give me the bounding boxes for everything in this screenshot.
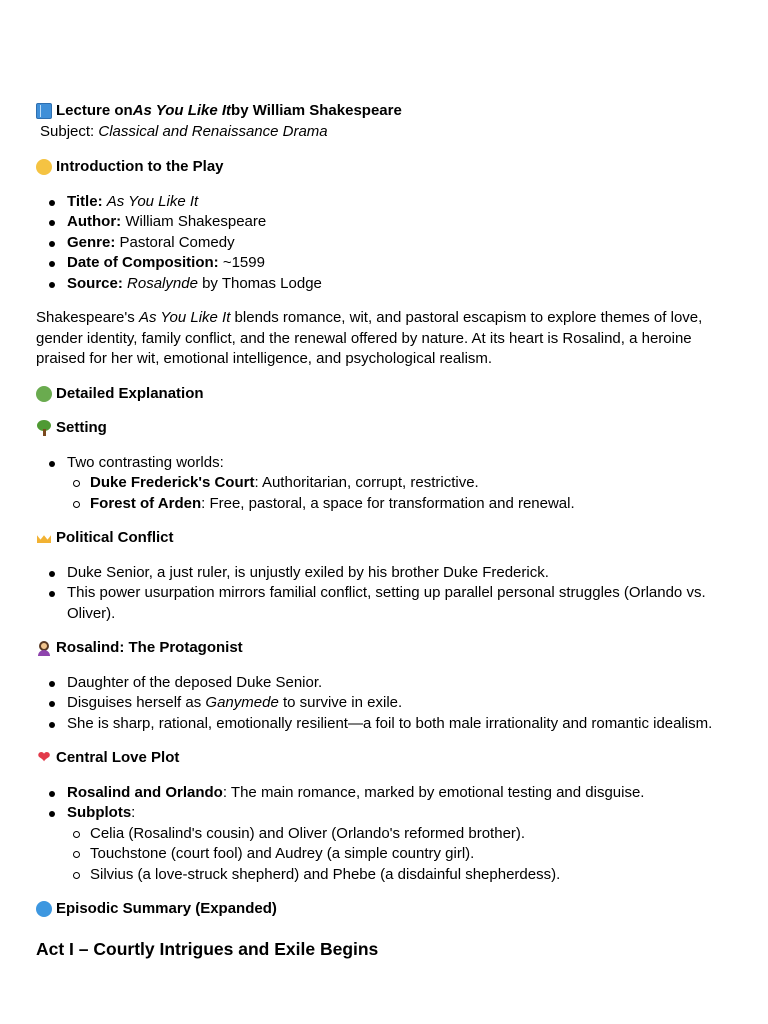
item-colon: :: [131, 804, 136, 821]
para-italic: As You Like It: [138, 309, 231, 326]
item-italic: Ganymede: [205, 694, 279, 711]
heading-text: Detailed Explanation: [56, 384, 204, 402]
item-label: Rosalind and Orlando: [67, 783, 223, 801]
subject-label: Subject:: [40, 122, 99, 140]
intro-paragraph: [36, 308, 728, 370]
title-italic: As You Like It: [132, 102, 232, 119]
heading-text: Episodic Summary (Expanded): [56, 900, 277, 917]
item-value: As You Like It: [106, 192, 199, 210]
list-item: [36, 783, 728, 804]
item-label: Duke Frederick's Court: [90, 474, 255, 491]
item-value-italic: Rosalynde: [127, 274, 198, 292]
heart-with-arrow-icon: ❤: [37, 749, 51, 767]
list-item: [36, 453, 728, 515]
list-item: [36, 192, 728, 213]
list-item: This power usurpation mirrors familial conflict, setting up parallel personal struggles (Orlando vs. Oliver).: [36, 583, 728, 624]
act-heading: Act I – Courtly Intrigues and Exile Begins: [36, 938, 379, 959]
tree-icon: [36, 420, 52, 436]
intro-list: [36, 192, 728, 295]
item-label: Subplots: [67, 804, 132, 821]
item-text: to survive in exile.: [278, 694, 403, 711]
list-item: Daughter of the deposed Duke Senior.: [36, 673, 728, 694]
yellow-circle-icon: [36, 159, 52, 175]
title-suffix: by William Shakespeare: [231, 102, 402, 119]
sub-list: [67, 824, 728, 886]
list-item: [36, 233, 728, 254]
item-text: Two contrasting worlds:: [67, 453, 224, 471]
section-heading-love: [36, 748, 728, 769]
item-label: Title:: [67, 192, 103, 210]
heading-text: Rosalind: The Protagonist: [56, 639, 243, 656]
sub-list-item: Touchstone (court fool) and Audrey (a simple country girl).: [67, 844, 728, 865]
sub-list-item: [67, 473, 728, 494]
list-item: [36, 253, 728, 274]
item-label: Genre:: [67, 233, 116, 251]
document-title: [36, 101, 728, 122]
document-header: [36, 101, 728, 142]
love-list: [36, 783, 728, 886]
section-heading-episodic: [36, 899, 728, 920]
item-value: : Authoritarian, corrupt, restrictive.: [254, 474, 479, 491]
title-prefix: Lecture on: [56, 102, 133, 119]
item-value: : The main romance, marked by emotional testing and disguise.: [222, 783, 645, 801]
setting-list: [36, 453, 728, 515]
list-item: [36, 274, 728, 295]
list-item: [36, 803, 728, 885]
list-item: Duke Senior, a just ruler, is unjustly exiled by his brother Duke Frederick.: [36, 563, 728, 584]
item-label: Source:: [67, 274, 123, 292]
subject-line: [36, 122, 728, 143]
para-text: blends romance, wit, and pastoral escapism to explore themes of love, gender identity, family conflict, and the renewal offered by nature. At its heart is Rosalind, a heroine praised for her wit, emotional intelligence, and psychological realism.: [36, 309, 703, 367]
section-heading-detailed: [36, 384, 728, 405]
para-text: Shakespeare's: [36, 309, 139, 326]
woman-icon: [36, 640, 52, 656]
item-label: Author:: [67, 213, 122, 230]
item-value: Pastoral Comedy: [115, 233, 235, 251]
item-text: Disguises herself as: [67, 694, 206, 711]
section-heading-intro: [36, 157, 728, 178]
subject-value: Classical and Renaissance Drama: [98, 122, 328, 140]
heading-text: Central Love Plot: [56, 749, 180, 766]
green-circle-icon: [36, 386, 52, 402]
political-list: [36, 563, 728, 625]
list-item: [36, 693, 728, 714]
item-label: Date of Composition:: [67, 254, 219, 271]
sub-list-item: Silvius (a love-struck shepherd) and Phebe (a disdainful shepherdess).: [67, 865, 728, 886]
item-value: by Thomas Lodge: [197, 274, 322, 292]
section-heading-setting: [36, 418, 728, 439]
heading-text: Setting: [56, 419, 107, 436]
section-heading-political: [36, 528, 728, 549]
item-value: : Free, pastoral, a space for transformation and renewal.: [201, 494, 575, 512]
heading-text: Introduction to the Play: [56, 158, 224, 175]
rosalind-list: [36, 673, 728, 735]
list-item: She is sharp, rational, emotionally resilient—a foil to both male irrationality and romantic idealism.: [36, 714, 728, 735]
item-label: Forest of Arden: [90, 494, 202, 512]
crown-icon: [36, 530, 52, 546]
heading-text: Political Conflict: [56, 529, 174, 546]
blue-circle-icon: [36, 901, 52, 917]
section-heading-rosalind: [36, 638, 728, 659]
sub-list-item: Celia (Rosalind's cousin) and Oliver (Orlando's reformed brother).: [67, 824, 728, 845]
sub-list-item: [67, 494, 728, 515]
list-item: [36, 212, 728, 233]
sub-list: [67, 473, 728, 514]
blue-book-icon: [36, 103, 52, 119]
item-value: ~1599: [218, 254, 265, 271]
item-value: William Shakespeare: [121, 213, 267, 230]
